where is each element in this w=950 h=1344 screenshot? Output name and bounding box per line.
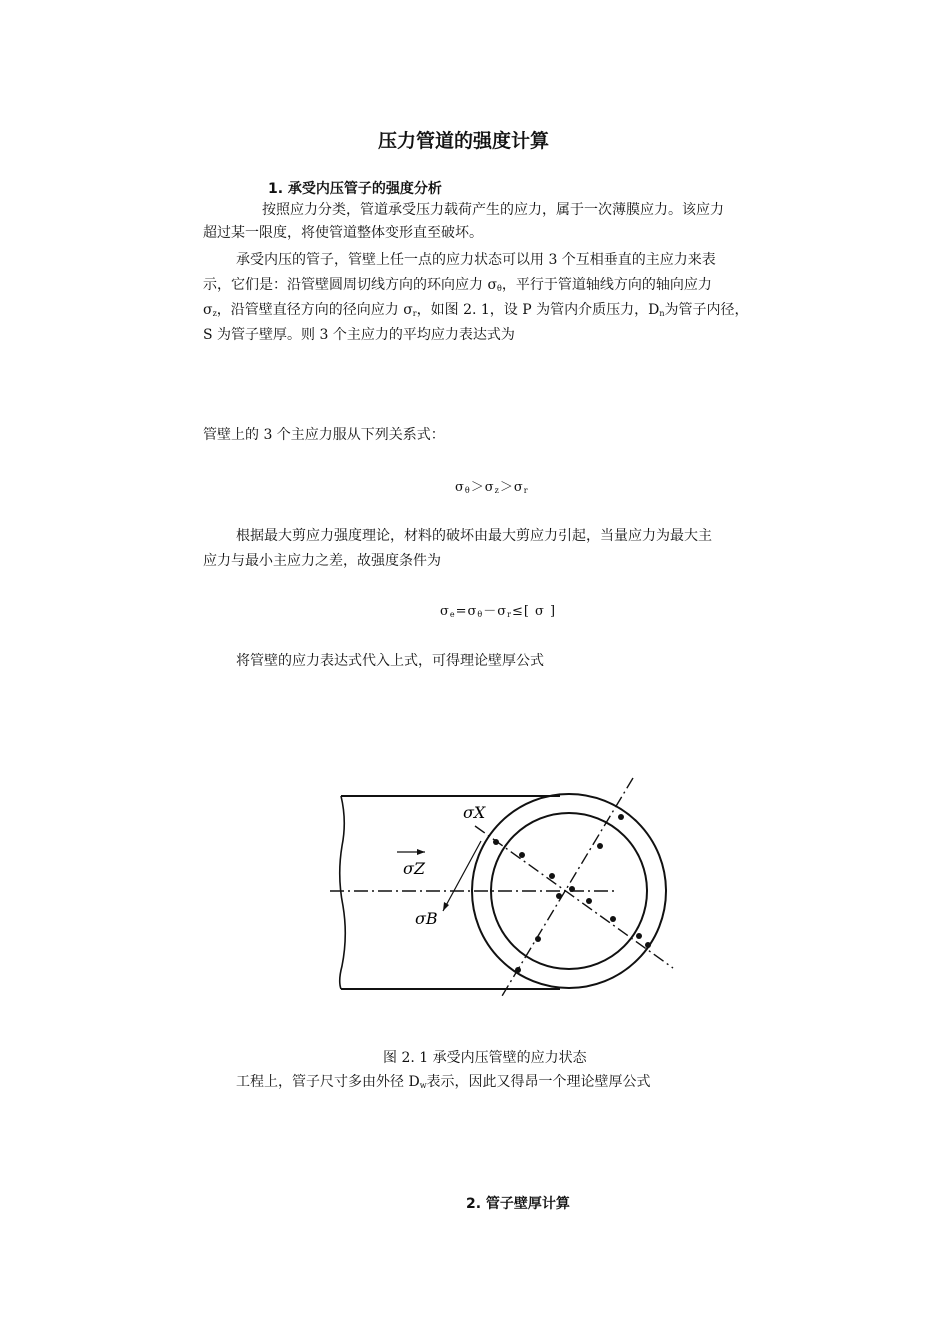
paragraph-1-line-1: 按照应力分类，管道承受压力载荷产生的应力，属于一次薄膜应力。该应力 xyxy=(262,202,724,218)
text: σ xyxy=(203,302,213,318)
subscript: r xyxy=(507,610,512,619)
paragraph-2-line-3 xyxy=(203,299,749,325)
sigma: σ xyxy=(497,604,508,619)
section-heading-1: 1. 承受内压管子的强度分析 xyxy=(268,181,442,197)
paragraph-2-line-2 xyxy=(203,274,712,300)
subscript: r xyxy=(412,309,417,318)
allowable-stress: [ σ ] xyxy=(523,604,557,619)
paragraph-5: 将管壁的应力表达式代入上式，可得理论壁厚公式 xyxy=(236,653,544,669)
text: 表示，因此又得昂一个理论壁厚公式 xyxy=(426,1074,651,1090)
text: ，如图 2. 1，设 P 为管内介质压力，D xyxy=(416,302,660,318)
paragraph-4-line-2: 应力与最小主应力之差，故强度条件为 xyxy=(203,553,441,569)
subscript: θ xyxy=(464,486,471,495)
subscript: θ xyxy=(477,610,484,619)
paragraph-2-line-1: 承受内压的管子，管壁上任一点的应力状态可以用 3 个互相垂直的主应力来表 xyxy=(236,252,716,268)
section-heading-2: 2. 管子壁厚计算 xyxy=(466,1196,570,1212)
paragraph-1-line-2: 超过某一限度，将使管道整体变形直至破坏。 xyxy=(203,225,483,241)
text: 为管子内径， xyxy=(664,302,749,318)
operator: ＞ xyxy=(470,480,485,495)
subscript: θ xyxy=(497,284,502,293)
sigma: σ xyxy=(440,604,450,619)
subscript: n xyxy=(659,309,665,318)
text: ，平行于管道轴线方向的轴向应力 xyxy=(501,277,712,293)
figure-caption: 图 2. 1 承受内压管壁的应力状态 xyxy=(383,1050,587,1066)
paragraph-3: 管壁上的 3 个主应力服从下列关系式： xyxy=(203,427,445,443)
sigma: σ xyxy=(455,480,465,495)
paragraph-6 xyxy=(236,1071,651,1097)
text: 示，它们是：沿管壁圆周切线方向的环向应力 σ xyxy=(203,277,498,293)
text: 工程上，管子尺寸多由外径 D xyxy=(236,1074,420,1090)
subscript: w xyxy=(419,1081,427,1090)
operator: － xyxy=(483,604,498,619)
subscript: r xyxy=(523,486,529,495)
label-sigma-b: σB xyxy=(415,909,438,928)
pipe-stress-figure xyxy=(325,776,680,1001)
operator: ≤ xyxy=(511,604,524,619)
strength-condition-formula xyxy=(440,600,556,619)
stress-relation-formula xyxy=(455,476,529,495)
sigma: σ xyxy=(513,480,524,495)
sigma: σ xyxy=(484,480,495,495)
sigma: σ xyxy=(467,604,478,619)
page-title: 压力管道的强度计算 xyxy=(378,130,550,152)
paragraph-4-line-1: 根据最大剪应力强度理论，材料的破坏由最大剪应力引起，当量应力为最大主 xyxy=(236,528,712,544)
subscript: z xyxy=(212,309,217,318)
subscript: z xyxy=(494,486,500,495)
label-sigma-x: σX xyxy=(463,803,486,822)
subscript: e xyxy=(449,610,456,619)
text: ，沿管壁直径方向的径向应力 σ xyxy=(216,302,413,318)
label-sigma-z: σZ xyxy=(403,859,426,878)
operator: = xyxy=(455,604,468,619)
paragraph-2-line-4: S 为管子壁厚。则 3 个主应力的平均应力表达式为 xyxy=(203,327,515,343)
operator: ＞ xyxy=(499,480,514,495)
